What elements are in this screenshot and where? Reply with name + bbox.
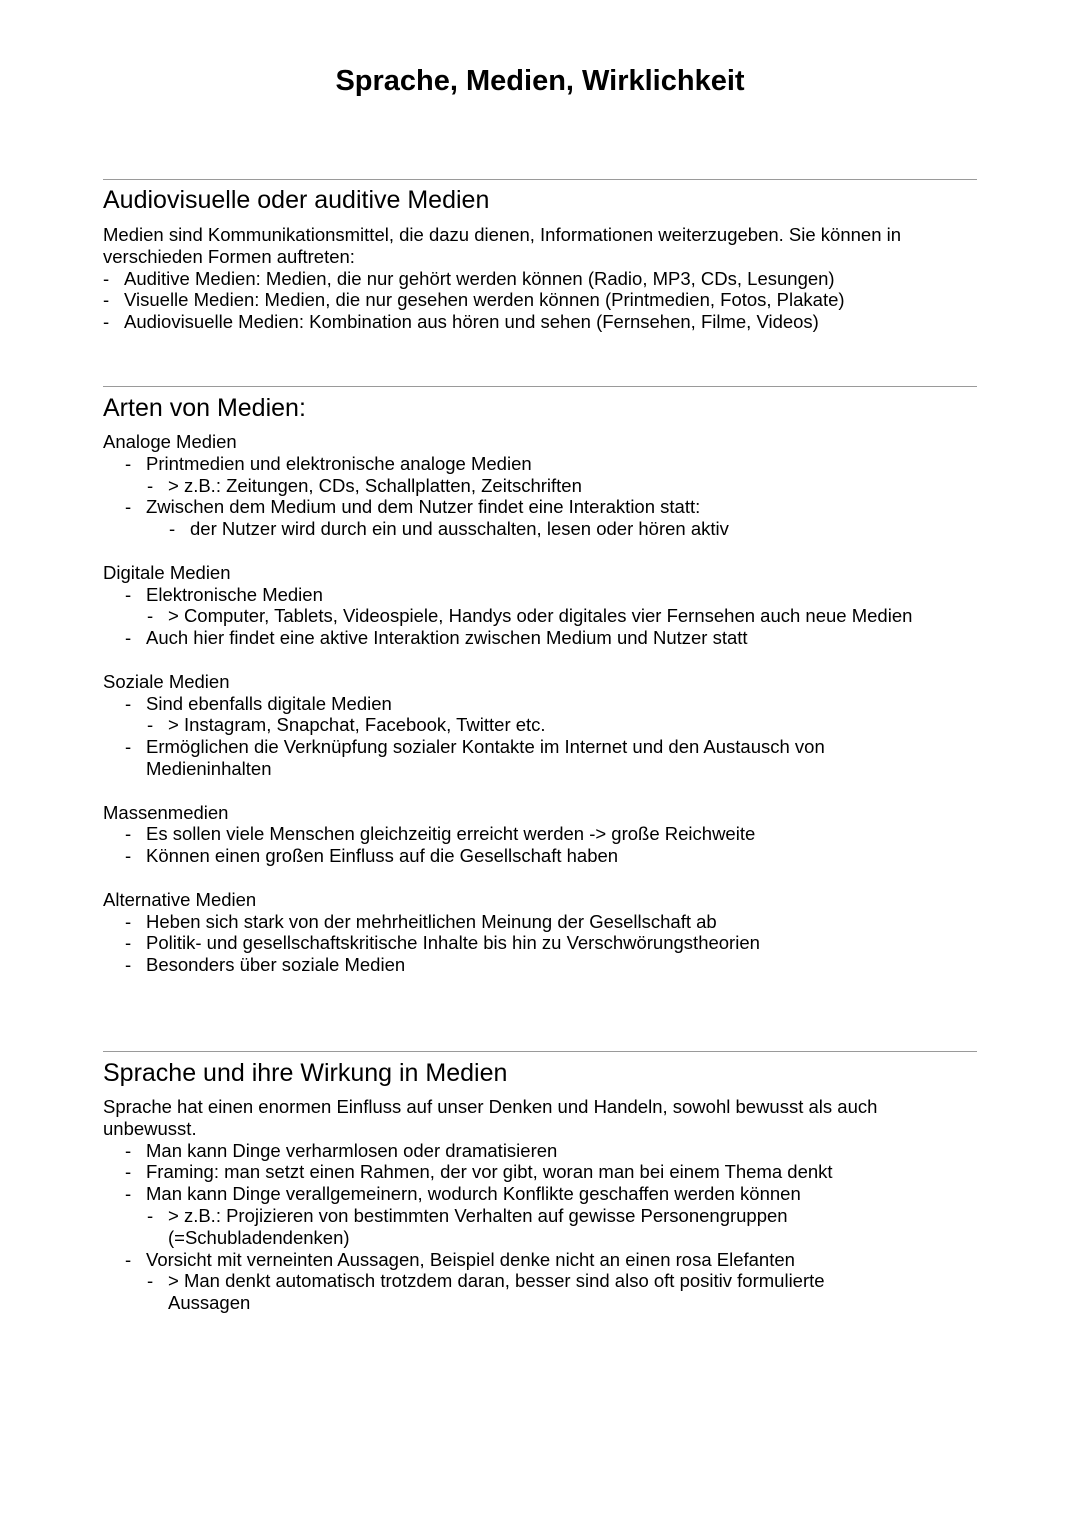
- section-heading-media-types: Arten von Medien:: [103, 394, 306, 422]
- list-item: - Besonders über soziale Medien: [125, 954, 406, 976]
- list-item: - > z.B.: Zeitungen, CDs, Schallplatten, Zeitschriften: [147, 474, 582, 496]
- list-item: - Auditive Medien: Medien, die nur gehört werden können (Radio, MP3, CDs, Lesungen): [103, 267, 835, 289]
- list-item: - der Nutzer wird durch ein und ausschalten, lesen oder hören aktiv: [169, 518, 729, 540]
- subheading-analog: Analoge Medien: [103, 431, 237, 452]
- subheading-social: Soziale Medien: [103, 670, 230, 692]
- list-item: - Sind ebenfalls digitale Medien: [125, 692, 392, 714]
- list-item: - Auch hier findet eine aktive Interaktion zwischen Medium und Nutzer statt: [125, 627, 748, 649]
- list-item: - Man kann Dinge verharmlosen oder dramatisieren: [125, 1139, 558, 1161]
- list-item: - Vorsicht mit verneinten Aussagen, Beispiel denke nicht an einen rosa Elefanten: [125, 1248, 795, 1270]
- list-item: - Können einen großen Einfluss auf die Gesellschaft haben: [125, 845, 619, 867]
- page-title: Sprache, Medien, Wirklichkeit: [335, 65, 745, 97]
- section-divider: [103, 179, 977, 180]
- section-audiovisual-body: [103, 224, 983, 333]
- section-media-types-body: [103, 431, 983, 976]
- list-item: - Audiovisuelle Medien: Kombination aus hören und sehen (Fernsehen, Filme, Videos): [103, 311, 819, 333]
- list-item: - Printmedien und elektronische analoge Medien: [125, 452, 532, 474]
- list-item: - Elektronische Medien: [125, 583, 323, 605]
- section-heading-audiovisual: Audiovisuelle oder auditive Medien: [103, 186, 490, 214]
- section-language-body: [103, 1096, 983, 1314]
- list-item: - Man kann Dinge verallgemeinern, wodurch Konflikte geschaffen werden können: [125, 1183, 801, 1205]
- intro-paragraph: Medien sind Kommunikationsmittel, die dazu dienen, Informationen weiterzugeben. Sie können in verschieden Formen auftreten:: [103, 224, 902, 267]
- section-heading-language: Sprache und ihre Wirkung in Medien: [103, 1059, 508, 1087]
- list-item: - > z.B.: Projizieren von bestimmten Verhalten auf gewisse Personengruppen (=Schubladendenken): [147, 1204, 788, 1248]
- list-item: - > Instagram, Snapchat, Facebook, Twitter etc.: [147, 714, 546, 736]
- list-item: - Visuelle Medien: Medien, die nur gesehen werden können (Printmedien, Fotos, Plakate): [103, 289, 845, 311]
- list-item: - > Man denkt automatisch trotzdem daran, besser sind also oft positiv formulierte Aussagen: [147, 1270, 825, 1314]
- list-item: - Zwischen dem Medium und dem Nutzer findet eine Interaktion statt:: [125, 496, 701, 518]
- list-item: - Ermöglichen die Verknüpfung sozialer Kontakte im Internet und den Austausch von Medieninhalten: [125, 736, 825, 779]
- subheading-mass: Massenmedien: [103, 801, 229, 823]
- list-item: - Framing: man setzt einen Rahmen, der vor gibt, woran man bei einem Thema denkt: [125, 1161, 833, 1183]
- intro-paragraph: Sprache hat einen enormen Einfluss auf unser Denken und Handeln, sowohl bewusst als auch unbewusst.: [103, 1096, 878, 1139]
- subheading-digital: Digitale Medien: [103, 561, 231, 583]
- subheading-alternative: Alternative Medien: [103, 888, 257, 910]
- list-item: - Politik- und gesellschaftskritische Inhalte bis hin zu Verschwörungstheorien: [125, 932, 760, 954]
- section-divider: [103, 1051, 977, 1052]
- list-item: - Heben sich stark von der mehrheitlichen Meinung der Gesellschaft ab: [125, 910, 717, 932]
- list-item: - > Computer, Tablets, Videospiele, Handys oder digitales vier Fernsehen auch neue Medien: [147, 605, 913, 627]
- list-item: - Es sollen viele Menschen gleichzeitig erreicht werden -> große Reichweite: [125, 823, 756, 845]
- section-divider: [103, 386, 977, 387]
